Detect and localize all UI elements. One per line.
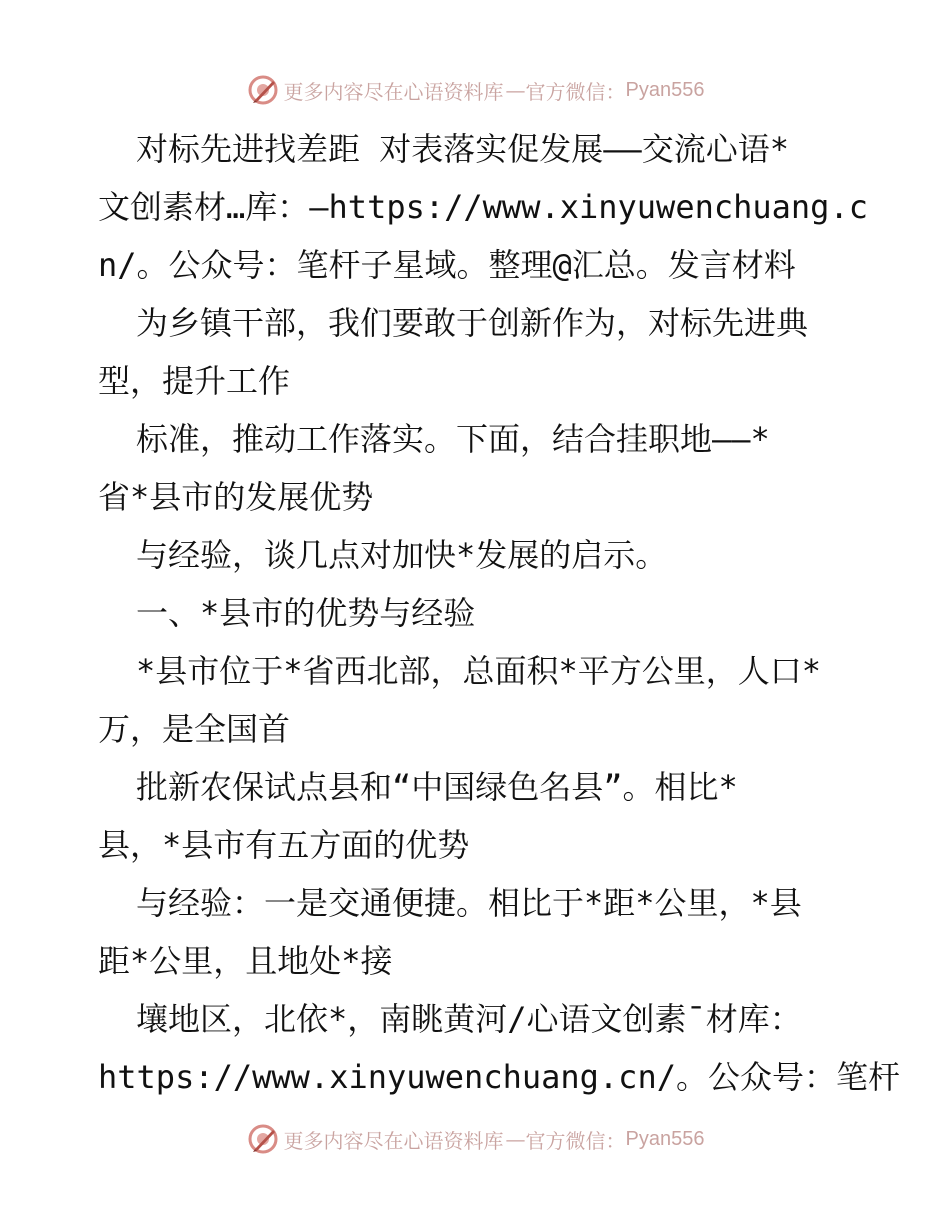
text-line: n/。公众号：笔杆子星域。整理@汇总。发言材料 — [98, 246, 796, 284]
banner-text: 更多内容尽在心语资料库 — [283, 1128, 504, 1153]
document-body — [98, 120, 900, 1106]
banner-contact-value: Pyan556 — [625, 1127, 705, 1150]
text-line: 为乡镇干部，我们要敢于创新作为，对标先进典 — [136, 304, 809, 342]
banner-contact-label: 官方微信： — [525, 79, 626, 104]
banner-contact-label: 官方微信： — [525, 1128, 626, 1153]
text-line: 县，*县市有五方面的优势 — [98, 826, 470, 864]
text-line: 与经验：一是交通便捷。相比于*距*公里，*县 — [136, 884, 802, 922]
footer-watermark-banner — [0, 1122, 950, 1156]
text-line: 壤地区，北依*，南眺黄河/心语文创素¯材库： — [136, 1000, 802, 1038]
text-line: 万，是全国首 — [98, 710, 291, 748]
text-line: 标准，推动工作落实。下面，结合挂职地——* — [136, 420, 770, 458]
pen-circle-logo-icon — [246, 1122, 280, 1156]
text-line: 与经验，谈几点对加快*发展的启示。 — [136, 536, 668, 574]
text-line: 对标先进找差距 对表落实促发展——交流心语* — [136, 130, 790, 168]
text-line: 文创素材…库：—https://www.xinyuwenchuang.c — [98, 188, 868, 226]
header-watermark-banner — [0, 73, 950, 107]
section-heading: 一、*县市的优势与经验 — [136, 594, 476, 632]
text-line: *县市位于*省西北部，总面积*平方公里，人口* — [136, 652, 822, 690]
text-line: 型，提升工作 — [98, 362, 291, 400]
banner-contact-value: Pyan556 — [625, 78, 705, 101]
banner-separator: — — [505, 78, 526, 102]
text-line: 省*县市的发展优势 — [98, 478, 374, 516]
pen-circle-logo-icon — [246, 73, 280, 107]
banner-separator: — — [505, 1127, 526, 1151]
text-line: 批新农保试点县和“中国绿色名县”。相比* — [136, 768, 738, 806]
banner-text: 更多内容尽在心语资料库 — [283, 79, 504, 104]
text-line: 距*公里，且地处*接 — [98, 942, 393, 980]
text-line: https://www.xinyuwenchuang.cn/。公众号：笔杆 — [98, 1058, 900, 1096]
